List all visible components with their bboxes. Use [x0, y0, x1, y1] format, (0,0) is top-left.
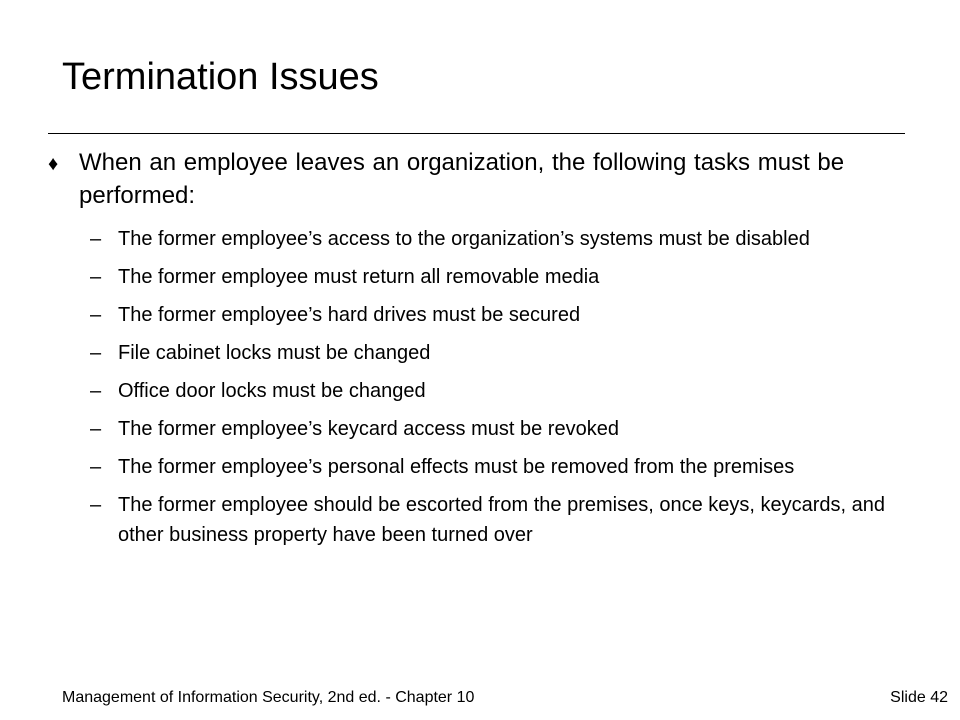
dash-bullet-icon: – [90, 304, 102, 326]
sub-bullet-text: The former employee’s personal effects must be removed from the premises [118, 456, 795, 478]
main-bullet [48, 146, 888, 212]
sub-bullet-item [90, 452, 920, 482]
sub-bullet-item [90, 338, 920, 368]
sub-bullet-item [90, 262, 920, 292]
dash-bullet-icon: – [90, 380, 102, 402]
dash-bullet-icon: – [90, 418, 102, 440]
diamond-bullet-icon: ♦ [48, 153, 59, 175]
sub-bullet-list [90, 224, 920, 558]
sub-bullet-text: The former employee must return all removable media [118, 266, 600, 288]
sub-bullet-item [90, 490, 920, 550]
sub-bullet-text: The former employee’s access to the organization’s systems must be disabled [118, 228, 810, 250]
sub-bullet-item [90, 224, 920, 254]
sub-bullet-item [90, 414, 920, 444]
sub-bullet-item [90, 300, 920, 330]
dash-bullet-icon: – [90, 266, 102, 288]
slide-title: Termination Issues [62, 56, 379, 98]
sub-bullet-text: File cabinet locks must be changed [118, 342, 431, 364]
title-divider [48, 133, 905, 134]
sub-bullet-text: The former employee should be escorted from the premises, once keys, keycards, and other business property have been turned over [118, 494, 886, 546]
dash-bullet-icon: – [90, 456, 102, 478]
sub-bullet-text: The former employee’s hard drives must be secured [118, 304, 581, 326]
dash-bullet-icon: – [90, 228, 102, 250]
slide-number: Slide 42 [890, 689, 948, 706]
dash-bullet-icon: – [90, 494, 102, 516]
sub-bullet-text: Office door locks must be changed [118, 380, 426, 402]
sub-bullet-item [90, 376, 920, 406]
main-bullet-text: When an employee leaves an organization, the following tasks must be performed: [79, 149, 845, 209]
sub-bullet-text: The former employee’s keycard access must be revoked [118, 418, 619, 440]
footer-source: Management of Information Security, 2nd ed. - Chapter 10 [62, 689, 475, 706]
dash-bullet-icon: – [90, 342, 102, 364]
